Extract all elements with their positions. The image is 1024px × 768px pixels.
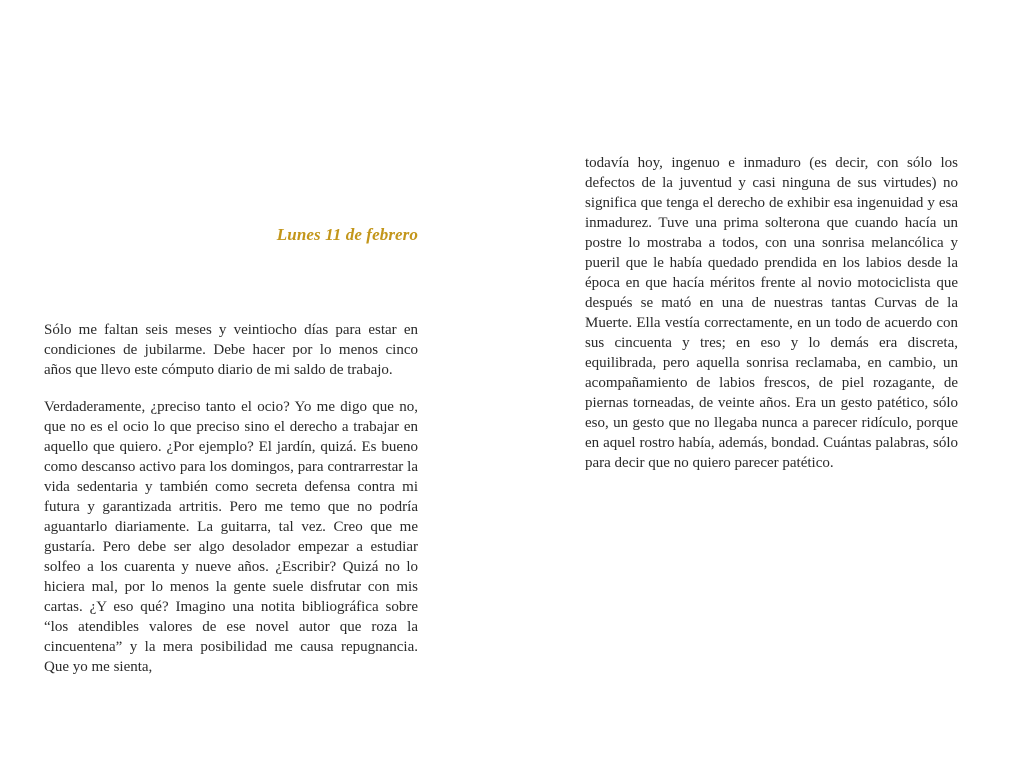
paragraph: Verdaderamente, ¿preciso tanto el ocio? Yo me digo que no, que no es el ocio lo que preciso sino el derecho a trabajar en aquello que quiero. ¿Por ejemplo? El jardín, quizá. Es bueno como descanso activo para los domingos, para contrarrestar la vida sedentaria y también como secreta defensa contra mi futura y garantizada artritis. Pero me temo que no podría aguantarlo diariamente. La guitarra, tal vez. Creo que me gustaría. Pero debe ser algo desolador empezar a estudiar solfeo a los cuarenta y nueve años. ¿Escribir? Quizá no lo hiciera mal, por lo menos la gente suele disfrutar con mis cartas. ¿Y eso qué? Imagino una notita bibliográfica sobre “los atendibles valores de ese novel autor que roza la cincuentena” y la mera posibilidad me causa repugnancia. Que yo me sienta, [44,399,418,675]
paragraph: todavía hoy, ingenuo e inmaduro (es decir, con sólo los defectos de la juventud y casi ninguna de sus virtudes) no significa que tenga el derecho de exhibir esa ingenuidad y esa inmadurez. Tuve una prima solterona que cuando hacía un postre lo mostraba a todos, con una sonrisa melancólica y pueril que le había quedado prendida en los labios desde la época en que hacía méritos frente al novio motociclista que después se mató en una de nuestras tantas Curvas de la Muerte. Ella vestía correctamente, en un todo de acuerdo con sus cincuenta y tres; en eso y lo demás era discreta, equilibrada, pero aquella sonrisa reclamaba, en cambio, un acompañamiento de labios frescos, de piel rozagante, de piernas torneadas, de veinte años. Era un gesto patético, sólo eso, un gesto que no llegaba nunca a parecer ridículo, porque en aquel rostro había, además, bondad. Cuántas palabras, sólo para decir que no quiero parecer patético. [585,155,958,471]
left-page [44,0,418,768]
paragraph: Sólo me faltan seis meses y veintiocho días para estar en condiciones de jubilarme. Debe hacer por lo menos cinco años que llevo este cómputo diario de mi saldo de trabajo. [44,322,418,378]
right-page [585,0,958,768]
right-page-text [585,153,958,473]
diary-date-heading: Lunes 11 de febrero [276,225,418,244]
left-page-text [44,320,418,677]
